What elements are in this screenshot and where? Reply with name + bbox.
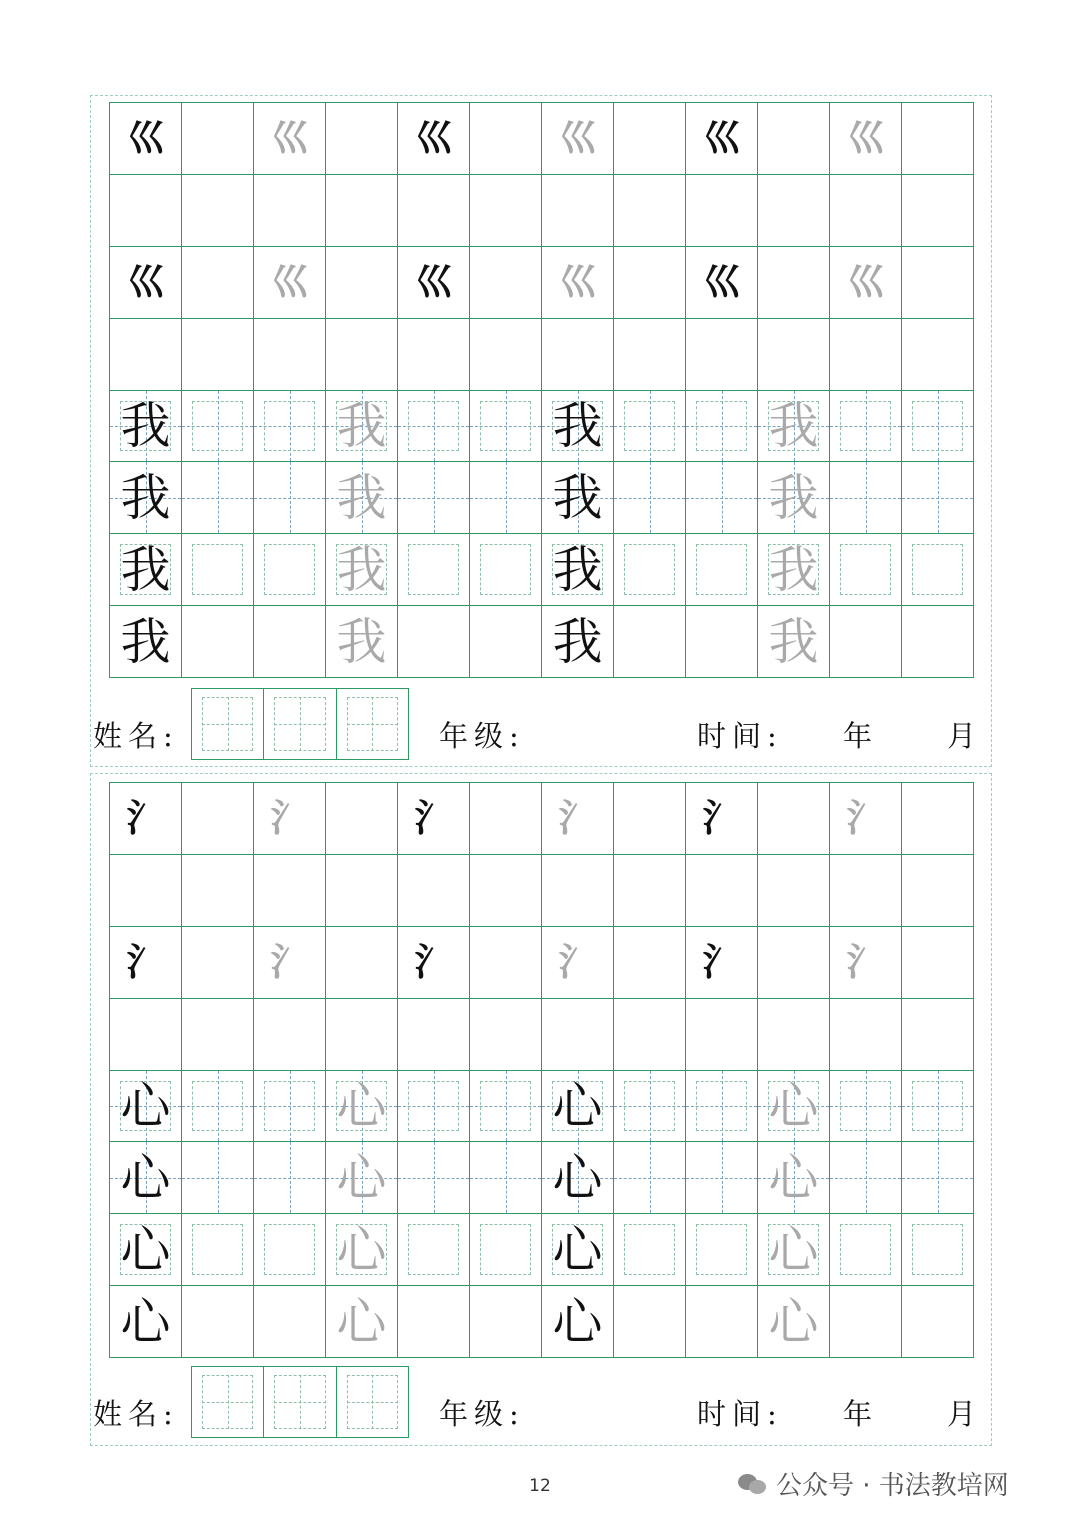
practice-cell[interactable] xyxy=(326,1286,398,1358)
practice-cell[interactable] xyxy=(830,103,902,175)
practice-cell[interactable] xyxy=(686,927,758,999)
practice-cell[interactable] xyxy=(470,391,542,463)
trace-character: 巛 xyxy=(558,115,597,161)
practice-cell[interactable] xyxy=(830,1071,902,1143)
model-character: 我 xyxy=(552,612,603,671)
wechat-icon xyxy=(738,1472,768,1496)
practice-cell[interactable] xyxy=(758,606,830,678)
model-character: 心 xyxy=(120,1292,171,1351)
practice-cell[interactable] xyxy=(902,606,974,678)
month-label: 月 xyxy=(947,719,983,753)
practice-cell[interactable] xyxy=(614,927,686,999)
trace-character: 我 xyxy=(336,540,387,599)
watermark-text: 公众号 · 书法教培网 xyxy=(776,1471,1009,1501)
trace-character: 氵 xyxy=(558,795,597,841)
practice-cell[interactable] xyxy=(830,1142,902,1214)
practice-cell[interactable] xyxy=(326,783,398,855)
practice-cell[interactable] xyxy=(830,1286,902,1358)
practice-cell[interactable] xyxy=(542,999,614,1071)
practice-cell[interactable] xyxy=(614,247,686,319)
year-label: 年 xyxy=(843,719,879,753)
practice-cell[interactable] xyxy=(614,783,686,855)
practice-cell[interactable] xyxy=(110,1214,182,1286)
model-character: 心 xyxy=(120,1076,171,1135)
practice-cell[interactable] xyxy=(470,1071,542,1143)
practice-cell[interactable] xyxy=(326,247,398,319)
trace-character: 我 xyxy=(336,612,387,671)
practice-cell[interactable] xyxy=(902,462,974,534)
practice-cell[interactable] xyxy=(110,1286,182,1358)
name-input-boxes[interactable] xyxy=(191,1366,409,1438)
trace-character: 心 xyxy=(768,1148,819,1207)
trace-character: 心 xyxy=(768,1292,819,1351)
model-character: 我 xyxy=(120,612,171,671)
practice-cell[interactable] xyxy=(470,1142,542,1214)
practice-cell[interactable] xyxy=(902,175,974,247)
trace-character: 我 xyxy=(768,540,819,599)
practice-cell[interactable] xyxy=(326,462,398,534)
practice-cell[interactable] xyxy=(254,247,326,319)
practice-cell[interactable] xyxy=(398,606,470,678)
practice-cell[interactable] xyxy=(902,391,974,463)
practice-cell[interactable] xyxy=(758,462,830,534)
practice-cell[interactable] xyxy=(470,462,542,534)
practice-cell[interactable] xyxy=(182,999,254,1071)
practice-panel-2 xyxy=(90,773,992,1446)
trace-character: 我 xyxy=(768,612,819,671)
practice-cell[interactable] xyxy=(254,927,326,999)
practice-cell[interactable] xyxy=(326,175,398,247)
practice-cell[interactable] xyxy=(398,462,470,534)
practice-cell[interactable] xyxy=(902,1214,974,1286)
time-label: 时间: xyxy=(697,1397,783,1431)
practice-cell[interactable] xyxy=(110,1071,182,1143)
trace-character: 心 xyxy=(336,1076,387,1135)
model-character: 心 xyxy=(552,1076,603,1135)
practice-cell[interactable] xyxy=(110,319,182,391)
practice-cell[interactable] xyxy=(470,534,542,606)
practice-cell[interactable] xyxy=(326,855,398,927)
practice-cell[interactable] xyxy=(902,999,974,1071)
practice-cell[interactable] xyxy=(398,855,470,927)
practice-cell[interactable] xyxy=(614,319,686,391)
practice-cell[interactable] xyxy=(830,927,902,999)
practice-cell[interactable] xyxy=(902,927,974,999)
model-character: 氵 xyxy=(702,939,741,985)
model-character: 我 xyxy=(552,468,603,527)
practice-cell[interactable] xyxy=(254,462,326,534)
practice-cell[interactable] xyxy=(470,103,542,175)
model-character: 巛 xyxy=(414,115,453,161)
trace-character: 氵 xyxy=(846,795,885,841)
practice-cell[interactable] xyxy=(470,1286,542,1358)
practice-cell[interactable] xyxy=(398,1214,470,1286)
practice-cell[interactable] xyxy=(182,1286,254,1358)
name-input-boxes[interactable] xyxy=(191,688,409,760)
practice-cell[interactable] xyxy=(254,606,326,678)
practice-cell[interactable] xyxy=(686,247,758,319)
practice-cell[interactable] xyxy=(830,606,902,678)
practice-cell[interactable] xyxy=(614,1286,686,1358)
practice-cell[interactable] xyxy=(254,1071,326,1143)
name-box[interactable] xyxy=(264,1367,336,1437)
practice-cell[interactable] xyxy=(830,391,902,463)
footer-row xyxy=(91,688,991,768)
practice-cell[interactable] xyxy=(758,927,830,999)
page-number: 12 xyxy=(529,1476,551,1496)
practice-cell[interactable] xyxy=(902,1071,974,1143)
name-box[interactable] xyxy=(192,689,264,759)
practice-cell[interactable] xyxy=(182,103,254,175)
model-character: 心 xyxy=(552,1148,603,1207)
practice-cell[interactable] xyxy=(902,1142,974,1214)
model-character: 巛 xyxy=(414,259,453,305)
practice-cell[interactable] xyxy=(182,534,254,606)
watermark xyxy=(738,1465,1009,1502)
practice-cell[interactable] xyxy=(686,1142,758,1214)
practice-cell[interactable] xyxy=(830,1214,902,1286)
practice-cell[interactable] xyxy=(398,1286,470,1358)
practice-cell[interactable] xyxy=(110,999,182,1071)
practice-cell[interactable] xyxy=(758,1286,830,1358)
practice-cell[interactable] xyxy=(758,1071,830,1143)
practice-cell[interactable] xyxy=(542,534,614,606)
practice-cell[interactable] xyxy=(398,319,470,391)
practice-cell[interactable] xyxy=(326,319,398,391)
practice-cell[interactable] xyxy=(542,462,614,534)
practice-cell[interactable] xyxy=(758,534,830,606)
practice-cell[interactable] xyxy=(254,319,326,391)
grade-label: 年级: xyxy=(439,719,525,753)
model-character: 巛 xyxy=(702,259,741,305)
trace-character: 心 xyxy=(336,1292,387,1351)
practice-cell[interactable] xyxy=(182,391,254,463)
practice-cell[interactable] xyxy=(254,1214,326,1286)
practice-cell[interactable] xyxy=(470,175,542,247)
practice-cell[interactable] xyxy=(758,319,830,391)
practice-cell[interactable] xyxy=(686,606,758,678)
practice-cell[interactable] xyxy=(902,103,974,175)
practice-cell[interactable] xyxy=(830,855,902,927)
practice-cell[interactable] xyxy=(182,606,254,678)
model-character: 心 xyxy=(120,1148,171,1207)
practice-cell[interactable] xyxy=(110,103,182,175)
practice-cell[interactable] xyxy=(470,927,542,999)
practice-cell[interactable] xyxy=(470,1214,542,1286)
practice-cell[interactable] xyxy=(326,606,398,678)
practice-cell[interactable] xyxy=(542,1214,614,1286)
practice-cell[interactable] xyxy=(110,606,182,678)
practice-cell[interactable] xyxy=(254,1142,326,1214)
practice-cell[interactable] xyxy=(614,606,686,678)
practice-cell[interactable] xyxy=(398,927,470,999)
practice-cell[interactable] xyxy=(830,999,902,1071)
trace-character: 巛 xyxy=(846,259,885,305)
practice-cell[interactable] xyxy=(470,999,542,1071)
practice-cell[interactable] xyxy=(758,855,830,927)
practice-cell[interactable] xyxy=(470,783,542,855)
practice-cell[interactable] xyxy=(758,999,830,1071)
practice-cell[interactable] xyxy=(758,103,830,175)
trace-character: 巛 xyxy=(270,115,309,161)
practice-cell[interactable] xyxy=(758,1142,830,1214)
practice-cell[interactable] xyxy=(542,247,614,319)
practice-cell[interactable] xyxy=(686,855,758,927)
trace-character: 氵 xyxy=(270,939,309,985)
practice-cell[interactable] xyxy=(254,103,326,175)
practice-cell[interactable] xyxy=(182,1214,254,1286)
trace-character: 巛 xyxy=(270,259,309,305)
practice-cell[interactable] xyxy=(182,1142,254,1214)
practice-cell[interactable] xyxy=(326,1142,398,1214)
model-character: 巛 xyxy=(126,115,165,161)
practice-cell[interactable] xyxy=(758,1214,830,1286)
practice-cell[interactable] xyxy=(542,391,614,463)
practice-cell[interactable] xyxy=(542,1071,614,1143)
model-character: 我 xyxy=(120,396,171,455)
practice-cell[interactable] xyxy=(686,175,758,247)
practice-cell[interactable] xyxy=(686,103,758,175)
practice-cell[interactable] xyxy=(542,103,614,175)
model-character: 氵 xyxy=(126,939,165,985)
practice-cell[interactable] xyxy=(758,175,830,247)
practice-cell[interactable] xyxy=(686,1214,758,1286)
practice-cell[interactable] xyxy=(254,783,326,855)
practice-cell[interactable] xyxy=(686,319,758,391)
practice-cell[interactable] xyxy=(686,462,758,534)
practice-cell[interactable] xyxy=(110,927,182,999)
trace-character: 我 xyxy=(768,468,819,527)
model-character: 我 xyxy=(120,468,171,527)
practice-cell[interactable] xyxy=(470,319,542,391)
practice-grid xyxy=(109,782,974,1358)
trace-character: 巛 xyxy=(558,259,597,305)
practice-cell[interactable] xyxy=(110,1142,182,1214)
practice-cell[interactable] xyxy=(326,1071,398,1143)
practice-cell[interactable] xyxy=(182,319,254,391)
practice-cell[interactable] xyxy=(614,999,686,1071)
model-character: 巛 xyxy=(702,115,741,161)
practice-cell[interactable] xyxy=(326,103,398,175)
practice-cell[interactable] xyxy=(686,999,758,1071)
practice-cell[interactable] xyxy=(614,175,686,247)
practice-cell[interactable] xyxy=(326,391,398,463)
practice-cell[interactable] xyxy=(182,855,254,927)
practice-cell[interactable] xyxy=(182,1071,254,1143)
practice-grid xyxy=(109,102,974,678)
practice-cell[interactable] xyxy=(398,103,470,175)
practice-cell[interactable] xyxy=(254,855,326,927)
practice-cell[interactable] xyxy=(110,175,182,247)
model-character: 我 xyxy=(552,396,603,455)
practice-cell[interactable] xyxy=(182,927,254,999)
practice-cell[interactable] xyxy=(542,855,614,927)
practice-cell[interactable] xyxy=(182,783,254,855)
trace-character: 氵 xyxy=(270,795,309,841)
practice-cell[interactable] xyxy=(398,1142,470,1214)
practice-cell[interactable] xyxy=(830,247,902,319)
practice-cell[interactable] xyxy=(254,999,326,1071)
name-label: 姓名: xyxy=(93,719,179,753)
model-character: 我 xyxy=(552,540,603,599)
practice-cell[interactable] xyxy=(758,391,830,463)
practice-cell[interactable] xyxy=(614,1214,686,1286)
practice-cell[interactable] xyxy=(686,1071,758,1143)
practice-cell[interactable] xyxy=(254,1286,326,1358)
practice-cell[interactable] xyxy=(614,855,686,927)
name-label: 姓名: xyxy=(93,1397,179,1431)
practice-cell[interactable] xyxy=(542,1142,614,1214)
time-label: 时间: xyxy=(697,719,783,753)
practice-cell[interactable] xyxy=(110,534,182,606)
trace-character: 心 xyxy=(768,1220,819,1279)
practice-cell[interactable] xyxy=(110,247,182,319)
trace-character: 心 xyxy=(768,1076,819,1135)
model-character: 氵 xyxy=(126,795,165,841)
practice-cell[interactable] xyxy=(254,534,326,606)
practice-cell[interactable] xyxy=(902,247,974,319)
practice-cell[interactable] xyxy=(182,175,254,247)
model-character: 氵 xyxy=(414,939,453,985)
practice-cell[interactable] xyxy=(398,1071,470,1143)
model-character: 巛 xyxy=(126,259,165,305)
practice-cell[interactable] xyxy=(686,1286,758,1358)
practice-cell[interactable] xyxy=(614,534,686,606)
practice-cell[interactable] xyxy=(902,319,974,391)
practice-cell[interactable] xyxy=(830,783,902,855)
practice-cell[interactable] xyxy=(542,175,614,247)
practice-cell[interactable] xyxy=(614,391,686,463)
practice-cell[interactable] xyxy=(110,391,182,463)
practice-cell[interactable] xyxy=(470,606,542,678)
model-character: 心 xyxy=(552,1292,603,1351)
name-box[interactable] xyxy=(264,689,336,759)
practice-cell[interactable] xyxy=(398,247,470,319)
practice-cell[interactable] xyxy=(326,927,398,999)
model-character: 我 xyxy=(120,540,171,599)
practice-cell[interactable] xyxy=(326,1214,398,1286)
practice-cell[interactable] xyxy=(686,391,758,463)
practice-cell[interactable] xyxy=(326,534,398,606)
practice-cell[interactable] xyxy=(398,175,470,247)
practice-cell[interactable] xyxy=(542,319,614,391)
model-character: 心 xyxy=(552,1220,603,1279)
practice-cell[interactable] xyxy=(542,606,614,678)
practice-cell[interactable] xyxy=(830,175,902,247)
practice-cell[interactable] xyxy=(182,462,254,534)
name-box[interactable] xyxy=(337,1367,408,1437)
trace-character: 巛 xyxy=(846,115,885,161)
practice-cell[interactable] xyxy=(254,391,326,463)
practice-cell[interactable] xyxy=(686,783,758,855)
practice-cell[interactable] xyxy=(902,534,974,606)
practice-cell[interactable] xyxy=(614,1071,686,1143)
practice-cell[interactable] xyxy=(830,319,902,391)
practice-cell[interactable] xyxy=(398,391,470,463)
practice-cell[interactable] xyxy=(614,1142,686,1214)
practice-cell[interactable] xyxy=(470,855,542,927)
model-character: 心 xyxy=(120,1220,171,1279)
practice-cell[interactable] xyxy=(542,783,614,855)
footer-row xyxy=(91,1366,991,1446)
practice-cell[interactable] xyxy=(398,534,470,606)
practice-cell[interactable] xyxy=(326,999,398,1071)
model-character: 氵 xyxy=(702,795,741,841)
practice-cell[interactable] xyxy=(542,927,614,999)
trace-character: 我 xyxy=(336,396,387,455)
practice-cell[interactable] xyxy=(542,1286,614,1358)
practice-cell[interactable] xyxy=(830,534,902,606)
practice-cell[interactable] xyxy=(614,462,686,534)
trace-character: 心 xyxy=(336,1220,387,1279)
practice-cell[interactable] xyxy=(902,855,974,927)
practice-cell[interactable] xyxy=(254,175,326,247)
trace-character: 我 xyxy=(336,468,387,527)
trace-character: 氵 xyxy=(846,939,885,985)
practice-panel-1 xyxy=(90,95,992,767)
practice-cell[interactable] xyxy=(470,247,542,319)
practice-cell[interactable] xyxy=(902,1286,974,1358)
trace-character: 氵 xyxy=(558,939,597,985)
month-label: 月 xyxy=(947,1397,983,1431)
practice-cell[interactable] xyxy=(110,462,182,534)
name-box[interactable] xyxy=(337,689,408,759)
practice-cell[interactable] xyxy=(398,999,470,1071)
practice-cell[interactable] xyxy=(398,783,470,855)
practice-cell[interactable] xyxy=(758,783,830,855)
trace-character: 心 xyxy=(336,1148,387,1207)
practice-cell[interactable] xyxy=(110,783,182,855)
practice-cell[interactable] xyxy=(758,247,830,319)
grade-label: 年级: xyxy=(439,1397,525,1431)
practice-cell[interactable] xyxy=(686,534,758,606)
practice-cell[interactable] xyxy=(110,855,182,927)
practice-cell[interactable] xyxy=(182,247,254,319)
name-box[interactable] xyxy=(192,1367,264,1437)
model-character: 氵 xyxy=(414,795,453,841)
practice-cell[interactable] xyxy=(830,462,902,534)
practice-cell[interactable] xyxy=(902,783,974,855)
practice-cell[interactable] xyxy=(614,103,686,175)
trace-character: 我 xyxy=(768,396,819,455)
year-label: 年 xyxy=(843,1397,879,1431)
